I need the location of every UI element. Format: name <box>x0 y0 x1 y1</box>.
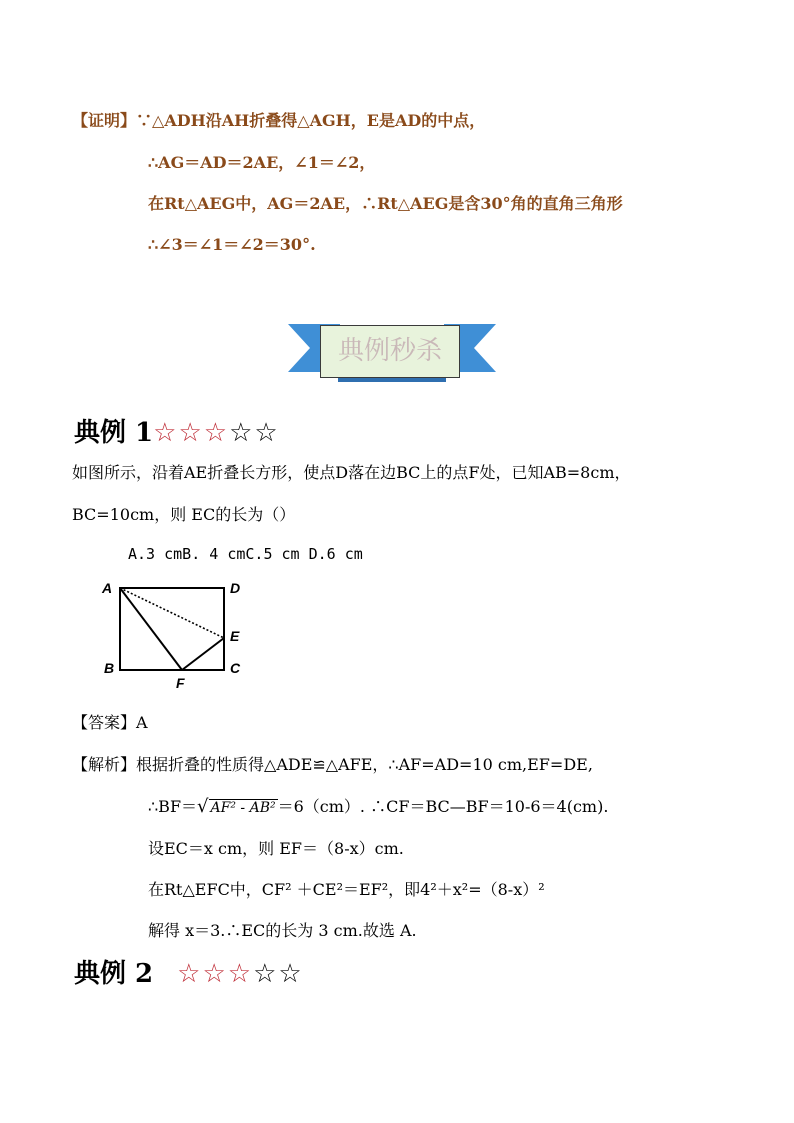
proof-tag: 【证明】 <box>72 111 137 130</box>
example1-stars-empty: ☆☆ <box>229 418 280 448</box>
analysis-line-3: 设EC＝x cm，则 EF＝（8-x）cm. <box>148 839 404 858</box>
question-line-2: BC=10cm，则 EC的长为（） <box>72 505 296 524</box>
proof-line-1 <box>72 108 485 131</box>
example1-rating <box>153 418 280 448</box>
example1-heading: 典例 1 <box>74 418 154 448</box>
question-line-1: 如图所示，沿着AE折叠长方形，使点D落在边BC上的点F处，已知AB=8cm， <box>72 463 631 482</box>
sqrt-radicand: AF² - AB² <box>210 800 276 816</box>
analysis-tag: 【解析】 <box>72 755 137 774</box>
label-c: C <box>230 660 241 676</box>
segment-fe <box>182 638 224 670</box>
label-f: F <box>176 675 185 691</box>
answer-row <box>72 710 148 733</box>
analysis-text-2-prefix: ∴BF＝ <box>148 797 198 816</box>
sqrt-expression <box>197 796 278 817</box>
segment-af <box>120 588 182 670</box>
label-d: D <box>230 580 241 596</box>
segment-ae <box>120 588 224 638</box>
answer-options: A.3 cmB. 4 cmC.5 cm D.6 cm <box>128 545 363 563</box>
example2-stars-empty: ☆☆ <box>253 959 304 989</box>
banner-title: 典例秒杀 <box>320 325 460 378</box>
example2-heading: 典例 2 <box>74 959 154 989</box>
analysis-text-1: 根据折叠的性质得△ADE≌△AFE，∴AF=AD=10 cm,EF=DE, <box>136 755 593 774</box>
proof-line-3: 在Rt△AEG中，AG＝2AE，∴Rt△AEG是含30°角的直角三角形 <box>148 194 623 213</box>
rectangle-fold-figure <box>100 576 260 691</box>
analysis-line-1 <box>72 752 593 775</box>
analysis-line-4: 在Rt△EFC中，CF² ＋CE²＝EF²，即4²＋x²=（8-x）² <box>148 880 545 899</box>
analysis-line-2 <box>148 794 608 817</box>
proof-line-4: ∴∠3＝∠1＝∠2＝30°. <box>148 235 316 254</box>
example2-heading-row <box>74 953 304 990</box>
analysis-line-5: 解得 x＝3.∴EC的长为 3 cm.故选 A. <box>148 921 417 940</box>
example2-stars-filled: ☆☆☆ <box>177 959 254 989</box>
answer-tag: 【答案】 <box>72 713 137 732</box>
proof-text-1: ∵△ADH沿AH折叠得△AGH，E是AD的中点， <box>136 111 486 130</box>
example1-heading-row <box>74 412 280 449</box>
proof-line-2: ∴AG＝AD＝2AE，∠1＝∠2， <box>148 153 376 172</box>
sqrt-symbol: √ <box>197 796 209 817</box>
example1-stars-filled: ☆☆☆ <box>153 418 230 448</box>
label-b: B <box>104 660 115 676</box>
analysis-text-2-suffix: ＝6（cm）. ∴CF＝BC—BF＝10-6＝4(cm). <box>277 797 609 816</box>
answer-value: A <box>136 713 148 732</box>
example2-rating <box>177 959 304 989</box>
label-e: E <box>230 628 240 644</box>
label-a: A <box>102 580 113 596</box>
